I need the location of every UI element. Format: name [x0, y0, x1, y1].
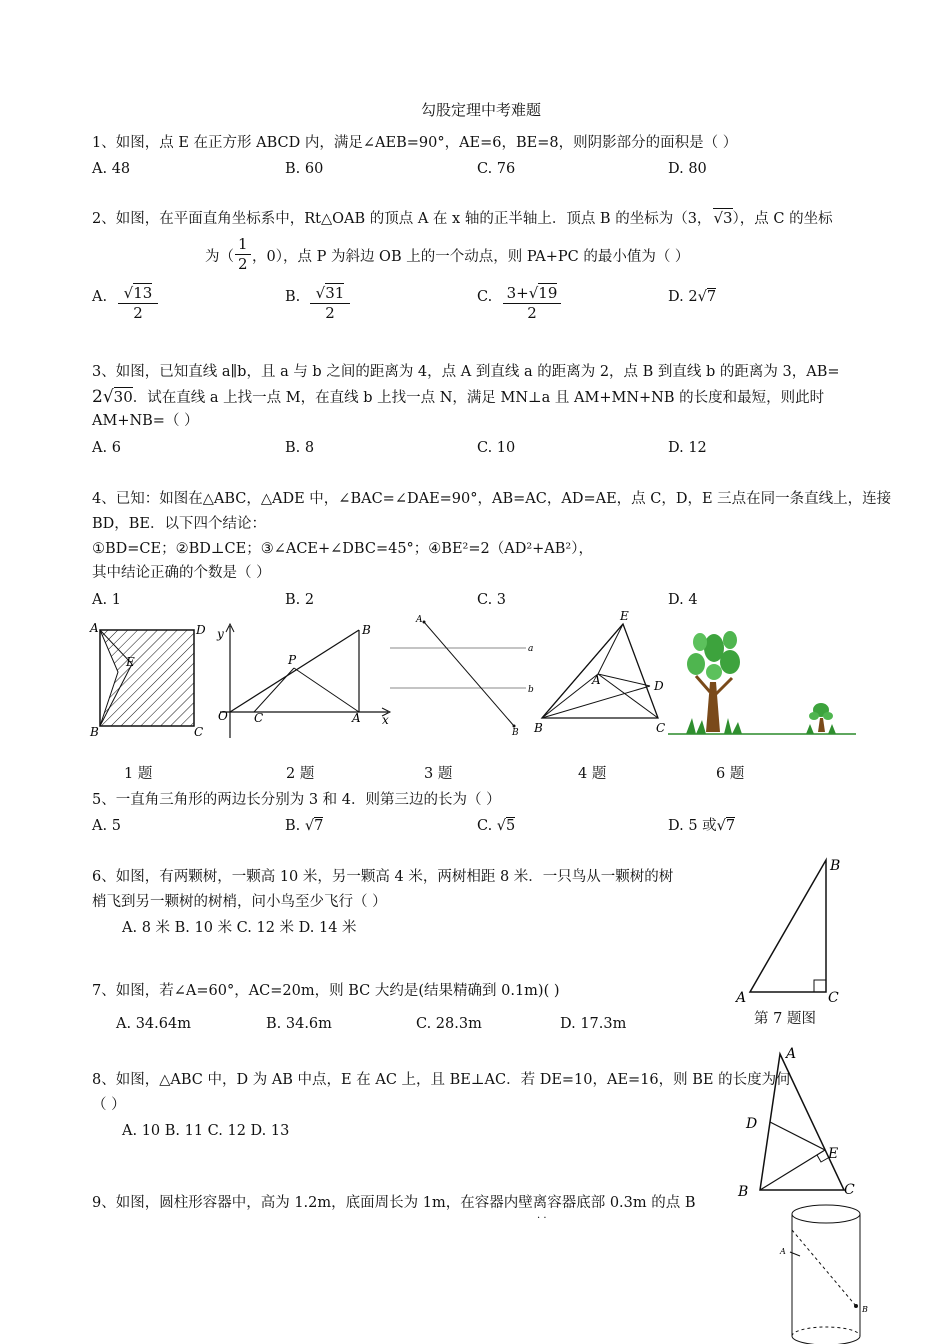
q7-option-b: B. 34.6m [266, 1016, 332, 1032]
q2-option-c-num: 3+√19 [506, 284, 558, 302]
q2-line2-pre: 为（ [205, 249, 234, 265]
fig9-label-a: A [780, 1247, 786, 1256]
q5-option-b [285, 819, 323, 834]
q2-sqrt3: 3 [723, 209, 733, 227]
q2-option-a-num: √13 [123, 284, 153, 302]
sqrt-icon: √ [496, 818, 507, 834]
fig2-label-c: C [254, 711, 264, 725]
figure-6-trees [666, 622, 858, 740]
q2-frac-num: 1 [238, 235, 248, 253]
figure-2-coordinate [212, 620, 397, 740]
fig4-label-d: D [654, 679, 664, 693]
q2-option-d-rad: 7 [706, 289, 717, 305]
q2-line1-end: ），点 C 的坐标 [732, 211, 833, 227]
sqrt-icon: √ [716, 818, 726, 834]
q2-option-c-num-int: 3+ [506, 284, 529, 302]
q5-option-d-label: D. 5 或 [668, 818, 717, 834]
q7-option-a: A. 34.64m [116, 1016, 191, 1032]
q2-option-a-frac [118, 286, 158, 321]
q4-line3: ①BD=CE；②BD⊥CE；③∠ACE+∠DBC=45°；④BE²=2（AD²+AB²）， [92, 541, 593, 557]
q1-option-c: C. 76 [477, 161, 516, 177]
fig8-label-a: A [786, 1046, 797, 1062]
q2-option-d-coef: 2 [688, 289, 698, 305]
q2-option-c-den: 2 [527, 304, 537, 322]
fig3-label-line-a: a [528, 644, 534, 654]
fig9-label-b: B [862, 1305, 868, 1314]
fig7-label-a: A [736, 990, 747, 1006]
fig2-label-p: P [288, 653, 297, 667]
caption-figure-3: 3 题 [424, 766, 453, 782]
caption-figure-2: 2 题 [286, 766, 315, 782]
sqrt-icon: √ [102, 387, 114, 407]
q2-option-b-frac [310, 286, 350, 321]
q4-line1: 4、已知：如图在△ABC，△ADE 中，∠BAC=∠DAE=90°，AB=AC，AD=AE，点 C，D，E 三点在同一条直线上，连接 [92, 491, 892, 507]
q8-line2: （ ） [92, 1097, 126, 1113]
fig8-label-b: B [738, 1184, 749, 1200]
q5-option-c-rad: 5 [506, 818, 516, 834]
fig4-label-a: A [592, 673, 601, 687]
q2-frac-den: 2 [238, 255, 248, 273]
q5-text: 5、一直角三角形的两边长分别为 3 和 4．则第三边的长为（ ） [92, 792, 501, 808]
fig2-label-b: B [362, 623, 371, 637]
fig7-label-b: B [830, 858, 841, 874]
q3-option-b: B. 8 [285, 440, 315, 456]
q3-line3: AM+NB=（ ） [92, 413, 199, 429]
q2-option-c-frac [503, 286, 561, 321]
sqrt-icon: √ [304, 818, 315, 834]
q7-option-c: C. 28.3m [416, 1016, 482, 1032]
q4-option-a: A. 1 [92, 592, 121, 608]
sqrt-icon: √3 [713, 209, 733, 227]
q2-fraction [235, 237, 251, 272]
q4-line4: 其中结论正确的个数是（ ） [92, 565, 271, 581]
q3-coef: 2 [92, 387, 103, 407]
q2-option-c-rad: 19 [538, 284, 558, 302]
fig8-label-d: D [746, 1116, 758, 1132]
q1-option-a: A. 48 [92, 161, 131, 177]
q2-option-d-label: D. [668, 289, 684, 305]
fig8-label-e: E [828, 1146, 839, 1162]
q2-option-a-rad: 13 [133, 284, 153, 302]
q3-option-a: A. 6 [92, 440, 121, 456]
fig2-label-a: A [352, 711, 361, 725]
q3-line1: 3、如图，已知直线 a∥b，且 a 与 b 之间的距离为 4，点 A 到直线 a 的距离为 2，点 B 到直线 b 的距离为 3，AB= [92, 364, 840, 380]
q2-option-a-den: 2 [133, 304, 143, 322]
fig2-label-x: x [382, 713, 389, 727]
q2-option-b-label: B. [285, 289, 301, 305]
q3-line2 [92, 389, 824, 406]
q2-line1-text: 2、如图，在平面直角坐标系中，Rt△OAB 的顶点 A 在 x 轴的正半轴上．顶点 B 的坐标为（3， [92, 211, 712, 227]
figure-8-triangle [738, 1044, 863, 1199]
caption-figure-4: 4 题 [578, 766, 607, 782]
fig3-label-line-b: b [528, 685, 534, 695]
fig1-label-d: D [196, 623, 206, 637]
fig4-label-c: C [656, 721, 666, 735]
q5-option-b-label: B. [285, 818, 301, 834]
q8-line1: 8、如图，△ABC 中，D 为 AB 中点，E 在 AC 上，且 BE⊥AC．若 DE=10，AE=16，则 BE 的长度为何 [92, 1072, 791, 1088]
fig2-label-y: y [217, 627, 224, 641]
fig3-label-b-point: B [512, 728, 519, 738]
figure-9-cylinder [770, 1200, 870, 1344]
q5-option-c-label: C. [477, 818, 493, 834]
q6-options: A. 8 米 B. 10 米 C. 12 米 D. 14 米 [122, 920, 357, 936]
caption-figure-6: 6 题 [716, 766, 745, 782]
q6-line1: 6、如图，有两颗树，一颗高 10 米，另一颗高 4 米，两树相距 8 米．一只鸟从一颗树的树 [92, 869, 674, 885]
q6-line2: 梢飞到另一颗树的树梢，问小鸟至少飞行（ ） [92, 894, 387, 910]
figure-1-square [88, 620, 208, 740]
q5-option-a: A. 5 [92, 818, 121, 834]
q1-option-d: D. 80 [668, 161, 707, 177]
q2-line2-post: ，0），点 P 为斜边 OB 上的一个动点，则 PA+PC 的最小值为（ ） [252, 249, 690, 265]
q4-option-b: B. 2 [285, 592, 315, 608]
q4-option-c: C. 3 [477, 592, 507, 608]
fig4-label-e: E [620, 609, 629, 623]
q5-option-c [477, 819, 515, 834]
q7-text: 7、如图，若∠A=60°，AC=20m，则 BC 大约是(结果精确到 0.1m)( ) [92, 983, 560, 999]
q5-option-d [668, 819, 735, 834]
dot-marks: · · [537, 1213, 547, 1224]
page-title: 勾股定理中考难题 [421, 101, 542, 119]
fig3-label-a-point: A [416, 615, 423, 625]
fig1-label-c: C [194, 725, 204, 739]
q1-option-b: B. 60 [285, 161, 324, 177]
fig8-label-c: C [844, 1182, 855, 1198]
q2-option-b-num: √31 [315, 284, 345, 302]
q5-option-d-rad: 7 [725, 818, 736, 834]
fig1-label-b: B [90, 725, 99, 739]
q2-option-d [668, 290, 716, 305]
caption-figure-1: 1 题 [124, 766, 153, 782]
figure-3-parallel-lines [390, 612, 540, 742]
q2-option-a-label: A. [92, 289, 108, 305]
q3-option-d: D. 12 [668, 440, 707, 456]
figure-7-right-triangle [730, 852, 860, 1007]
fig1-label-a: A [90, 621, 99, 635]
figure-4-triangles [530, 606, 680, 741]
sqrt-icon: √ [697, 289, 707, 305]
q3-option-c: C. 10 [477, 440, 516, 456]
q2-option-b-rad: 31 [325, 284, 345, 302]
q2-option-c-label: C. [477, 289, 493, 305]
q7-option-d: D. 17.3m [560, 1016, 627, 1032]
fig1-label-e: E [126, 655, 135, 669]
fig7-caption: 第 7 题图 [754, 1011, 816, 1027]
q8-options: A. 10 B. 11 C. 12 D. 13 [122, 1123, 290, 1139]
q4-option-d: D. 4 [668, 592, 698, 608]
q3-line2-text: ．试在直线 a 上找一点 M，在直线 b 上找一点 N，满足 MN⊥a 且 AM+MN+NB 的长度和最短，则此时 [132, 390, 825, 406]
q2-line1 [92, 211, 833, 227]
q4-line2: BD，BE．以下四个结论： [92, 516, 267, 532]
q1-text: 1、如图，点 E 在正方形 ABCD 内，满足∠AEB=90°，AE=6，BE=8，则阴影部分的面积是（ ） [92, 135, 738, 151]
fig4-label-b: B [534, 721, 543, 735]
q2-option-b-den: 2 [325, 304, 335, 322]
q9-text: 9、如图，圆柱形容器中，高为 1.2m，底面周长为 1m，在容器内壁离容器底部 0.3m 的点 B [92, 1195, 696, 1211]
q3-rad: 30 [113, 388, 133, 406]
fig2-label-o: O [218, 709, 228, 723]
q5-option-b-rad: 7 [314, 818, 324, 834]
fig7-label-c: C [828, 990, 839, 1006]
